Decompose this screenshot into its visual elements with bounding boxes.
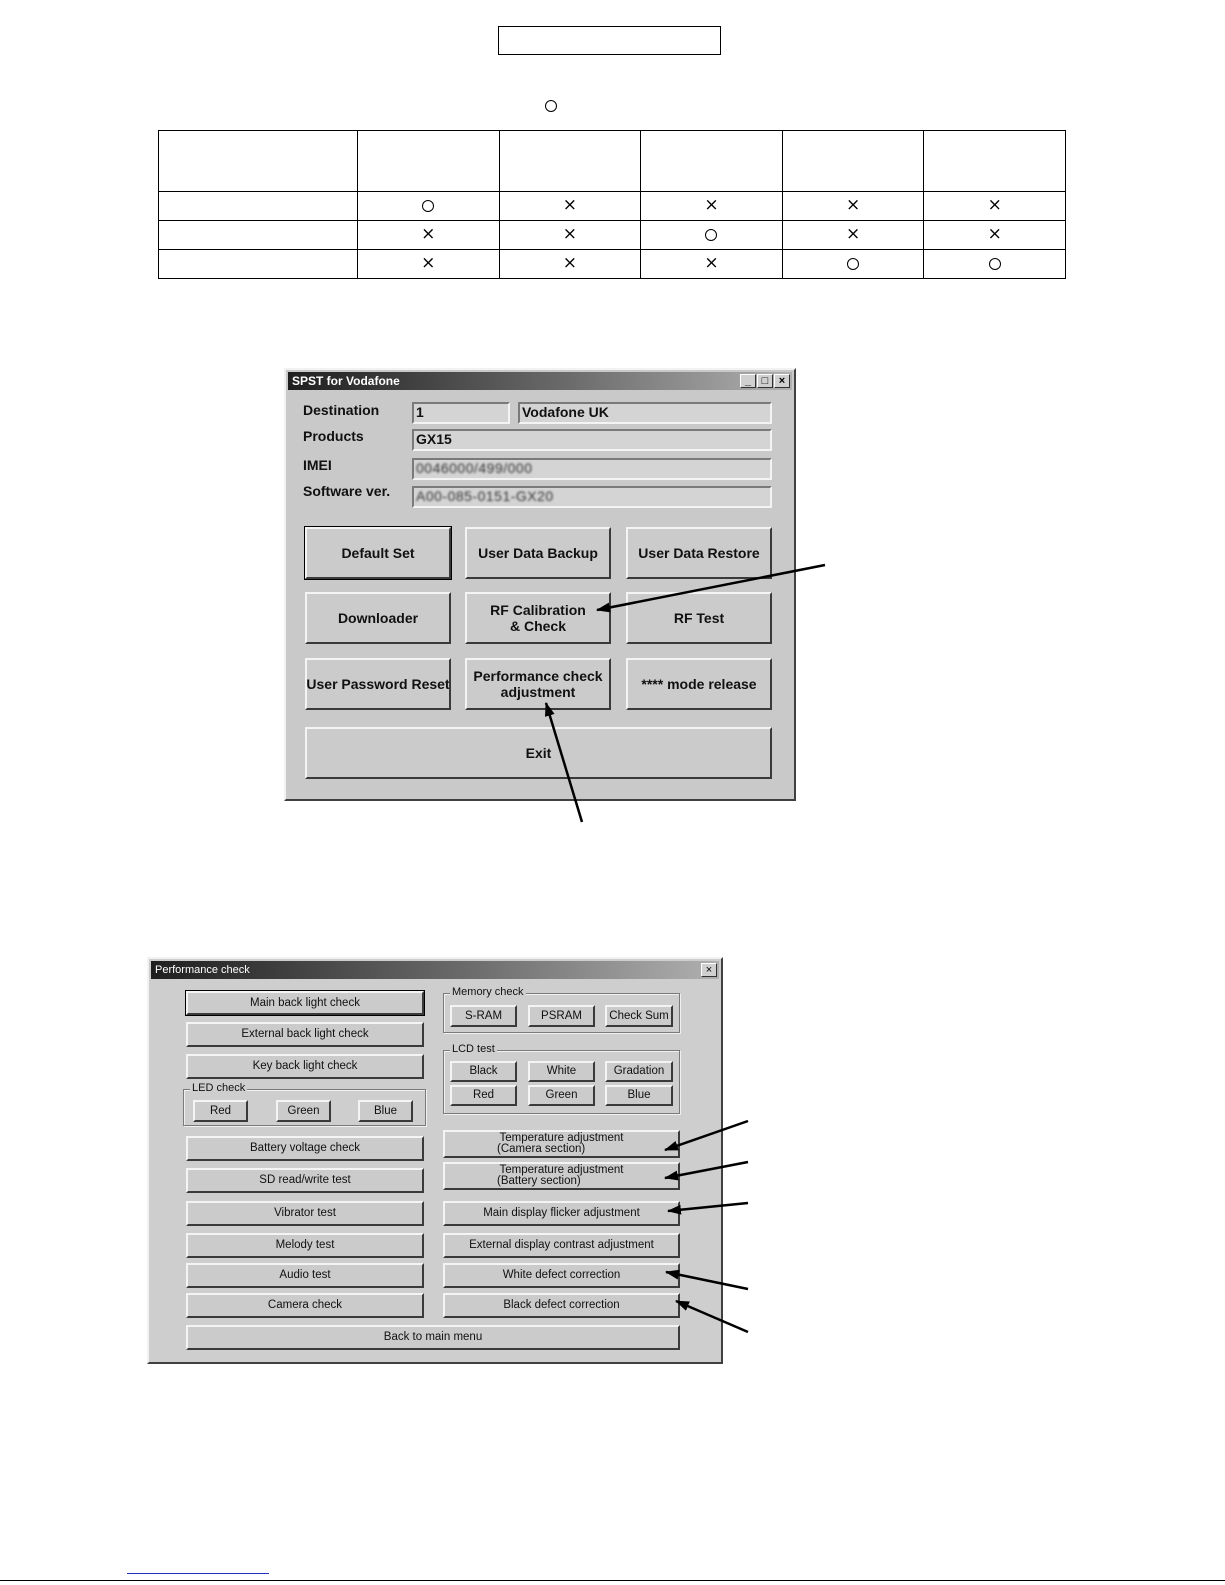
camera-check-button[interactable]: Camera check [186, 1293, 424, 1318]
footer-link-underline [127, 1573, 269, 1574]
lcd-black-button[interactable]: Black [450, 1061, 517, 1082]
software-version-value: A00-085-0151-GX20 [416, 488, 554, 504]
imei-label: IMEI [303, 457, 332, 473]
cross-symbol-icon: × [421, 253, 436, 273]
external-display-contrast-button[interactable]: External display contrast adjustment [443, 1233, 680, 1258]
sd-read-write-test-button[interactable]: SD read/write test [186, 1168, 424, 1193]
destination-name-field[interactable]: Vodafone UK [518, 402, 772, 424]
software-version-label: Software ver. [303, 483, 391, 499]
external-back-light-check-button[interactable]: External back light check [186, 1022, 424, 1047]
user-password-reset-button[interactable]: User Password Reset [305, 658, 451, 710]
white-defect-correction-button[interactable]: White defect correction [443, 1263, 680, 1288]
back-to-main-menu-button[interactable]: Back to main menu [186, 1325, 680, 1350]
close-icon[interactable]: × [774, 374, 790, 388]
cross-symbol-icon: × [704, 253, 719, 273]
led-green-button[interactable]: Green [276, 1100, 331, 1122]
arrow-performance-check-icon [546, 703, 582, 822]
arrow-rf-calibration-icon [597, 565, 825, 610]
cross-symbol-icon: × [421, 224, 436, 244]
sram-button[interactable]: S-RAM [450, 1005, 517, 1027]
temp-camera-line1: Temperature adjustment [499, 1132, 624, 1144]
destination-label: Destination [303, 402, 380, 418]
temp-camera-line2: (Camera section) [497, 1143, 586, 1155]
check-sum-button[interactable]: Check Sum [605, 1005, 673, 1027]
arrow-main-flicker-icon [668, 1203, 748, 1211]
imei-value: 0046000/499/000 [416, 460, 533, 476]
window-title: Performance check [155, 964, 250, 976]
cross-symbol-icon: × [845, 195, 861, 215]
user-data-backup-button[interactable]: User Data Backup [465, 527, 611, 579]
cross-symbol-icon: × [987, 195, 1002, 215]
arrow-temp-battery-icon [665, 1162, 748, 1178]
psram-button[interactable]: PSRAM [528, 1005, 595, 1027]
user-data-restore-button[interactable]: User Data Restore [626, 527, 772, 579]
temp-battery-line1: Temperature adjustment [499, 1164, 624, 1176]
battery-voltage-check-button[interactable]: Battery voltage check [186, 1136, 424, 1161]
led-red-button[interactable]: Red [193, 1100, 248, 1122]
performance-check-adjustment-button[interactable]: Performance check adjustment [465, 658, 611, 710]
maximize-icon[interactable]: □ [757, 374, 773, 388]
minimize-icon[interactable]: _ [740, 374, 756, 388]
lcd-blue-button[interactable]: Blue [605, 1085, 673, 1106]
temp-battery-line2: (Battery section) [497, 1175, 581, 1187]
memory-check-title: Memory check [452, 986, 524, 998]
cross-symbol-icon: × [987, 224, 1002, 244]
default-set-button[interactable]: Default Set [305, 527, 451, 579]
main-display-flicker-button[interactable]: Main display flicker adjustment [443, 1201, 680, 1226]
led-check-title: LED check [192, 1082, 246, 1094]
vibrator-test-button[interactable]: Vibrator test [186, 1201, 424, 1226]
rf-test-button[interactable]: RF Test [626, 592, 772, 644]
products-label: Products [303, 428, 364, 444]
downloader-button[interactable]: Downloader [305, 592, 451, 644]
lcd-white-button[interactable]: White [528, 1061, 595, 1082]
cross-symbol-icon: × [704, 195, 719, 215]
window-title: SPST for Vodafone [292, 374, 400, 388]
lcd-red-button[interactable]: Red [450, 1085, 517, 1106]
cross-symbol-icon: × [562, 195, 578, 215]
products-field[interactable]: GX15 [412, 429, 772, 451]
rf-calibration-check-button[interactable]: RF Calibration & Check [465, 592, 611, 644]
arrow-black-defect-icon [676, 1301, 748, 1332]
footer-rule [0, 1580, 1225, 1581]
lcd-test-title: LCD test [452, 1043, 495, 1055]
audio-test-button[interactable]: Audio test [186, 1263, 424, 1288]
lcd-gradation-button[interactable]: Gradation [605, 1061, 673, 1082]
mode-release-button[interactable]: **** mode release [626, 658, 772, 710]
cross-symbol-icon: × [562, 224, 578, 244]
main-back-light-check-button[interactable]: Main back light check [186, 991, 424, 1015]
destination-code-field[interactable]: 1 [412, 402, 510, 424]
lcd-green-button[interactable]: Green [528, 1085, 595, 1106]
arrow-white-defect-icon [666, 1272, 748, 1289]
exit-button[interactable]: Exit [305, 727, 772, 779]
close-icon[interactable]: × [701, 963, 717, 977]
black-defect-correction-button[interactable]: Black defect correction [443, 1293, 680, 1318]
led-blue-button[interactable]: Blue [358, 1100, 413, 1122]
key-back-light-check-button[interactable]: Key back light check [186, 1054, 424, 1079]
cross-symbol-icon: × [562, 253, 578, 273]
arrow-temp-camera-icon [665, 1121, 748, 1150]
melody-test-button[interactable]: Melody test [186, 1233, 424, 1258]
cross-symbol-icon: × [845, 224, 861, 244]
